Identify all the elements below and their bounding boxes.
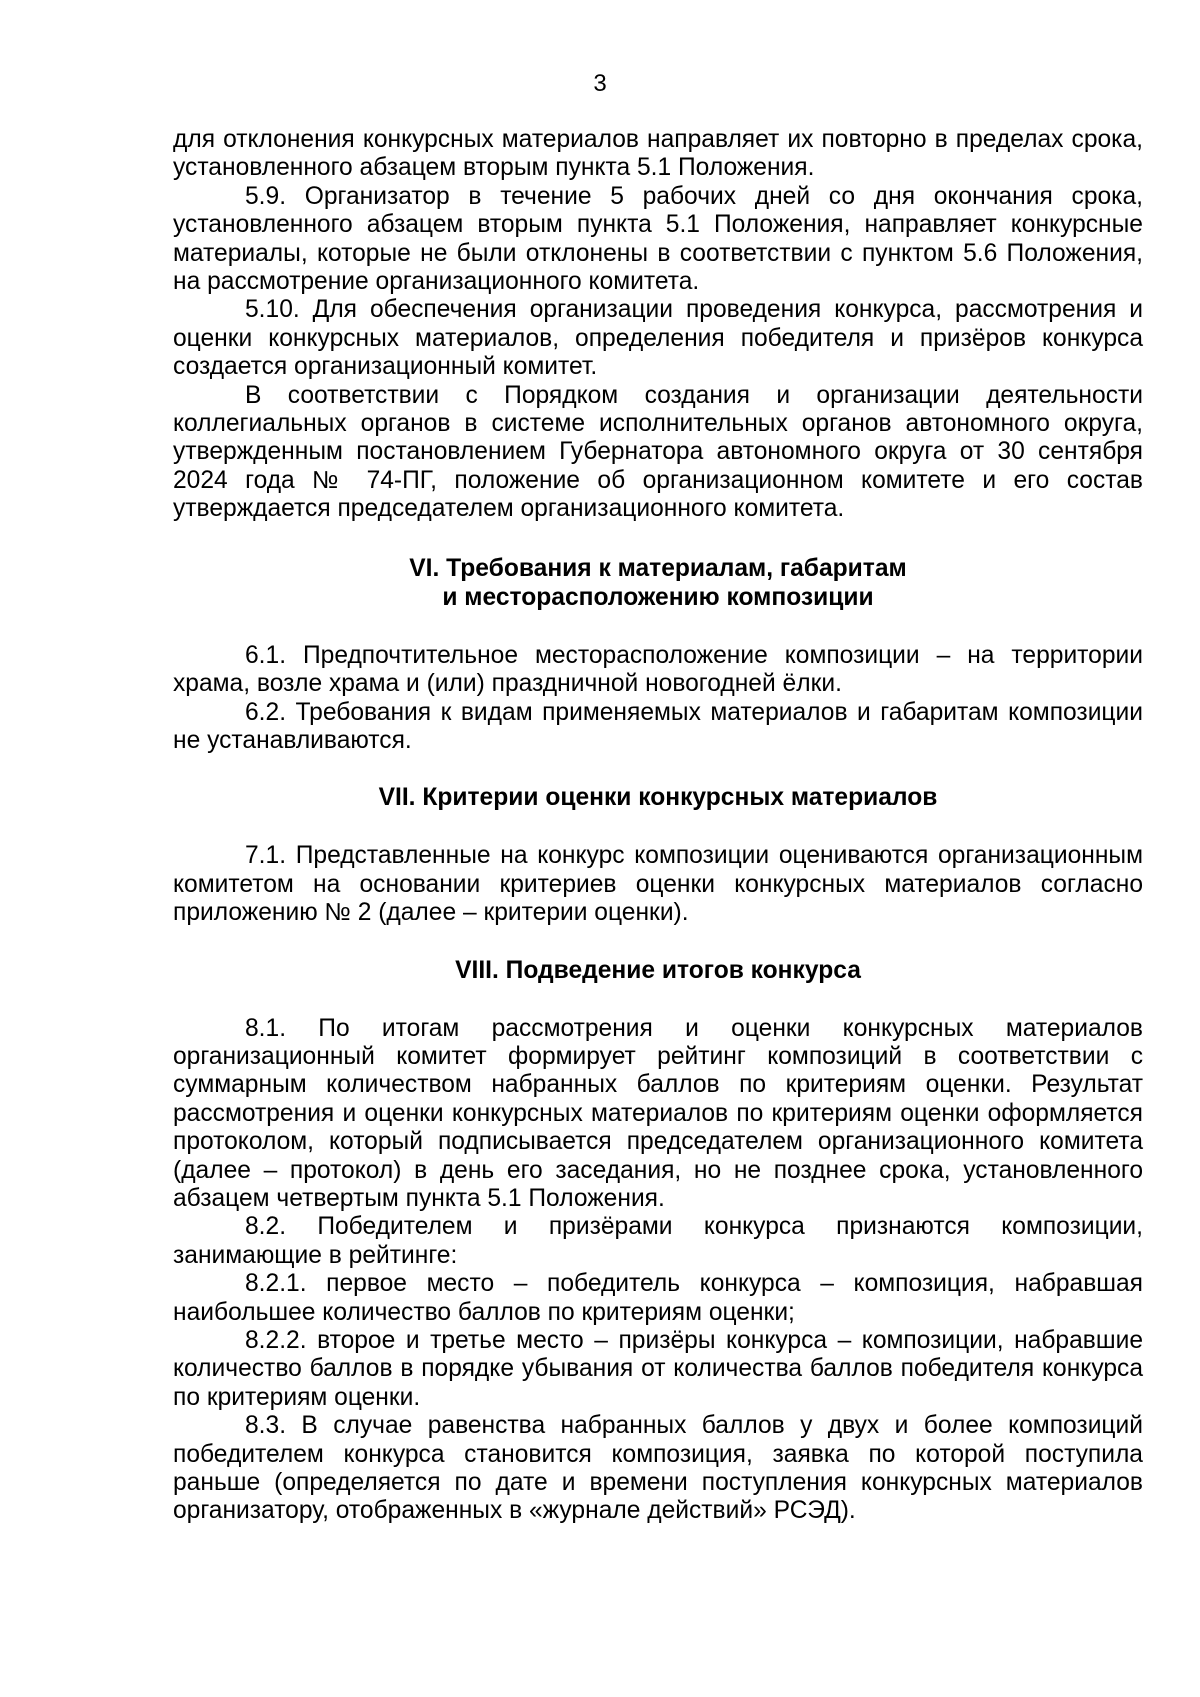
paragraph-8-2-1: 8.2.1. первое место – победитель конкурса – композиция, набравшая наибольшее количество баллов по критериям оценки;: [173, 1270, 1143, 1326]
paragraph-8-3: 8.3. В случае равенства набранных баллов у двух и более композиций победителем конкурса становится композиция, заявка по которой поступила раньше (определяется по дате и времени поступления конкурсных материалов организатору, отображенных в «журнале действий» РСЭД).: [173, 1412, 1143, 1525]
section-8-heading: VIII. Подведение итогов конкурса: [455, 956, 861, 984]
paragraph-continuation: для отклонения конкурсных материалов направляет их повторно в пределах срока, установленного абзацем вторым пункта 5.1 Положения.: [173, 126, 1143, 182]
document-body: [173, 126, 1143, 1526]
paragraph-5-10: 5.10. Для обеспечения организации проведения конкурса, рассмотрения и оценки конкурсных материалов, определения победителя и призёров конкурса создается организационный комитет.: [173, 296, 1143, 381]
paragraph-8-1: 8.1. По итогам рассмотрения и оценки конкурсных материалов организационный комитет формирует рейтинг композиций в соответствии с суммарным количеством набранных баллов по критериям оценки. Результат рассмотрения и оценки конкурсных материалов по критериям оценки оформляется протоколом, который подписывается председателем организационного комитета (далее – протокол) в день его заседания, но не позднее срока, установленного абзацем четвертым пункта 5.1 Положения.: [173, 1014, 1143, 1212]
paragraph-6-2: 6.2. Требования к видам применяемых материалов и габаритам композиции не устанавливаются.: [173, 698, 1143, 754]
section-6-heading-line2: и месторасположению композиции: [442, 583, 874, 611]
paragraph-7-1: 7.1. Представленные на конкурс композиции оцениваются организационным комитетом на основании критериев оценки конкурсных материалов согласно приложению № 2 (далее – критерии оценки).: [173, 842, 1143, 927]
paragraph-5-10-order: В соответствии с Порядком создания и организации деятельности коллегиальных органов в системе исполнительных органов автономного округа, утвержденным постановлением Губернатора автономного округа от 30 сентября 2024 года № 74-ПГ, положение об организационном комитете и его состав утверждается председателем организационного комитета.: [173, 381, 1143, 523]
section-7-heading: VII. Критерии оценки конкурсных материалов: [378, 784, 938, 812]
paragraph-8-2: 8.2. Победителем и призёрами конкурса признаются композиции, занимающие в рейтинге:: [173, 1213, 1143, 1269]
paragraph-8-2-2: 8.2.2. второе и третье место – призёры конкурса – композиции, набравшие количество баллов в порядке убывания от количества баллов победителя конкурса по критериям оценки.: [173, 1327, 1143, 1411]
paragraph-6-1: 6.1. Предпочтительное месторасположение композиции – на территории храма, возле храма и (или) праздничной новогодней ёлки.: [173, 641, 1143, 698]
section-6-heading-line1: VI. Требования к материалам, габаритам: [409, 554, 907, 582]
paragraph-5-9: 5.9. Организатор в течение 5 рабочих дней со дня окончания срока, установленного абзацем вторым пункта 5.1 Положения, направляет конкурсные материалы, которые не были отклонены в соответствии с пунктом 5.6 Положения, на рассмотрение организационного комитета.: [173, 182, 1143, 296]
page-number: 3: [593, 70, 607, 97]
